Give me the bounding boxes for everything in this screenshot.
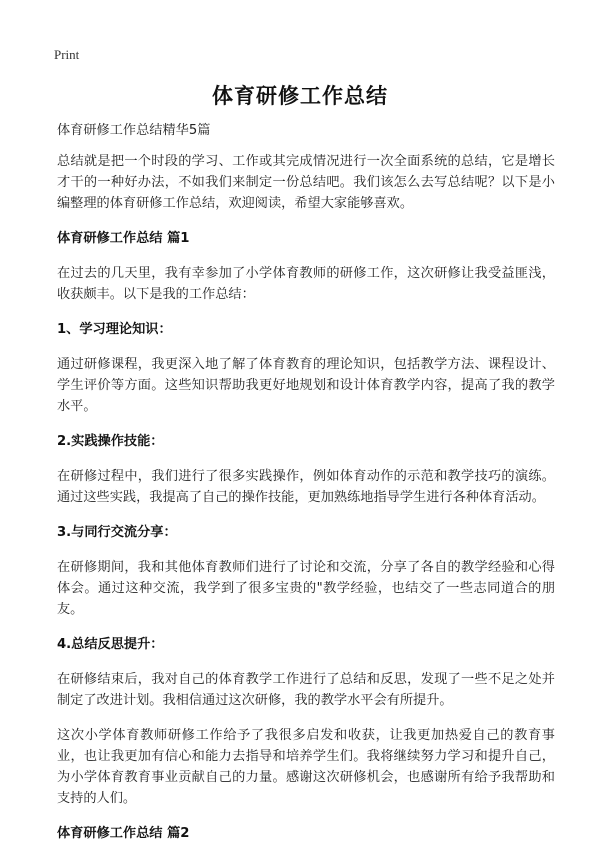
print-label: Print bbox=[54, 47, 80, 62]
document-subtitle: 体育研修工作总结精华5篇 bbox=[57, 123, 211, 138]
section1-intro-paragraph: 在过去的几天里，我有幸参加了小学体育教师的研修工作，这次研修让我受益匪浅，收获颇丰。以下是我的工作总结： bbox=[57, 266, 555, 302]
section1-heading: 体育研修工作总结 篇1 bbox=[57, 231, 190, 246]
point2-paragraph: 在研修过程中，我们进行了很多实践操作，例如体育动作的示范和教学技巧的演练。通过这些实践，我提高了自己的操作技能，更加熟练地指导学生进行各种体育活动。 bbox=[57, 469, 555, 505]
intro-paragraph: 总结就是把一个时段的学习、工作或其完成情况进行一次全面系统的总结，它是增长才干的一种好办法，不如我们来制定一份总结吧。我们该怎么去写总结呢？以下是小编整理的体育研修工作总结，欢迎阅读，希望大家能够喜欢。 bbox=[57, 154, 555, 211]
page-title: 体育研修工作总结 bbox=[212, 84, 388, 108]
point1-heading: 1、学习理论知识： bbox=[57, 322, 172, 337]
point1-paragraph: 通过研修课程，我更深入地了解了体育教育的理论知识，包括教学方法、课程设计、学生评价等方面。这些知识帮助我更好地规划和设计体育教学内容，提高了我的教学水平。 bbox=[57, 357, 555, 414]
point4-heading: 4.总结反思提升： bbox=[57, 637, 164, 652]
section2-heading: 体育研修工作总结 篇2 bbox=[57, 826, 190, 841]
point3-heading: 3.与同行交流分享： bbox=[57, 525, 177, 540]
point4-paragraph: 在研修结束后，我对自己的体育教学工作进行了总结和反思，发现了一些不足之处并制定了改进计划。我相信通过这次研修，我的教学水平会有所提升。 bbox=[57, 672, 555, 708]
document-body bbox=[57, 120, 555, 858]
point2-heading: 2.实践操作技能： bbox=[57, 434, 164, 449]
point3-paragraph: 在研修期间，我和其他体育教师们进行了讨论和交流，分享了各自的教学经验和心得体会。通过这种交流，我学到了很多宝贵的"教学经验，也结交了一些志同道合的朋友。 bbox=[57, 560, 555, 617]
closing-paragraph: 这次小学体育教师研修工作给予了我很多启发和收获，让我更加热爱自己的教育事业，也让我更加有信心和能力去指导和培养学生们。我将继续努力学习和提升自己，为小学体育教育事业贡献自己的力量。感谢这次研修机会，也感谢所有给予我帮助和支持的人们。 bbox=[57, 728, 555, 806]
